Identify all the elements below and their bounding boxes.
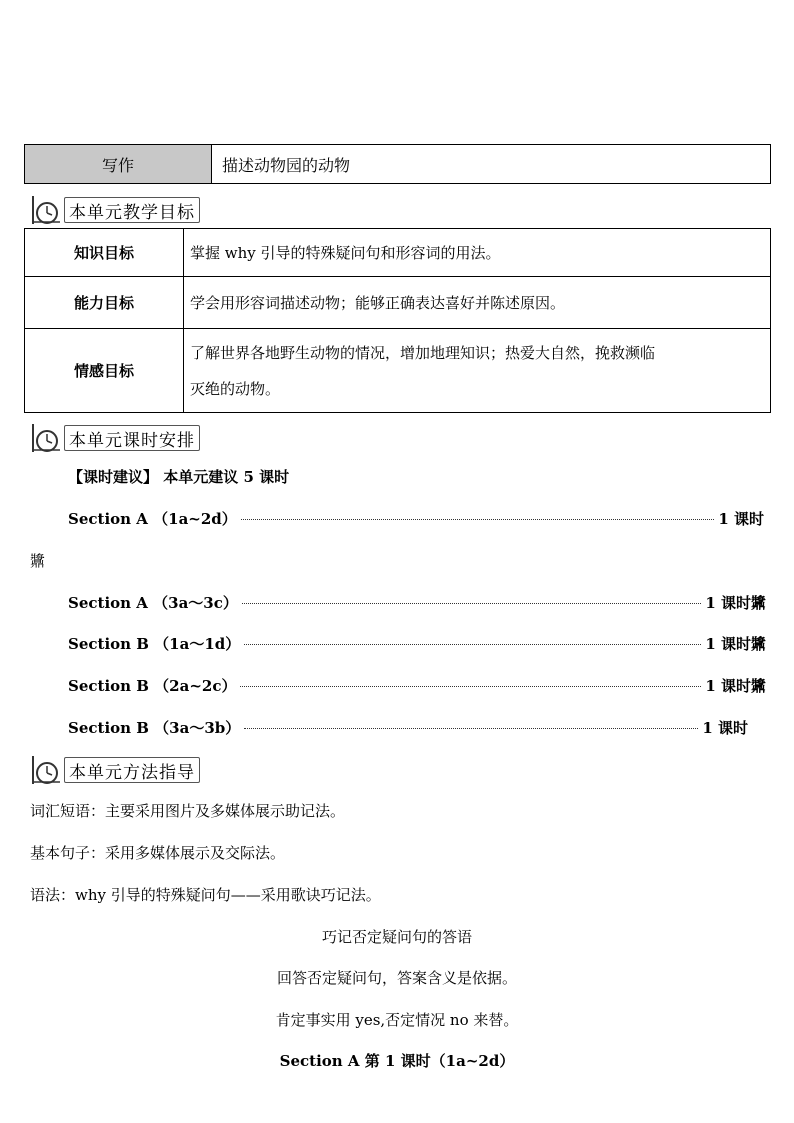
topic-label: 写作 [25, 145, 212, 183]
goal-key: 知识目标 [25, 229, 184, 277]
rhyme-title: 巧记否定疑问句的答语 [321, 928, 472, 946]
goal-value [184, 329, 771, 413]
schedule-item-hours: 1 课时 [705, 635, 751, 653]
leader-dots [244, 728, 698, 729]
schedule-item-hours: 1 课时 [718, 510, 764, 528]
goal-key: 情感目标 [25, 329, 184, 413]
goal-value-line: 灭绝的动物。 [190, 379, 281, 398]
schedule-item-hours: 1 课时 [705, 594, 751, 612]
list-item [68, 592, 766, 613]
table-row [25, 229, 771, 277]
schedule-advice: 【课时建议】 本单元建议 5 课时 [68, 468, 290, 486]
leader-dots [240, 686, 701, 687]
goals-section-title: 本单元教学目标 [64, 197, 200, 223]
schedule-item-name: Section B （3a～3b） [68, 719, 241, 737]
schedule-item-hours: 1 课时 [705, 677, 751, 695]
clock-icon [30, 195, 62, 225]
clock-icon [30, 755, 62, 785]
method-line: 词汇短语：主要采用图片及多媒体展示助记法。 [30, 802, 346, 820]
list-item [68, 633, 766, 654]
stray-char: 䵼 [750, 677, 766, 695]
goal-value: 掌握 why 引导的特殊疑问句和形容词的用法。 [184, 229, 771, 277]
schedule-item-name: Section B （1a～1d） [68, 635, 241, 653]
leader-dots [242, 603, 701, 604]
goals-table [24, 228, 771, 413]
stray-char: 䵼 [750, 635, 766, 653]
leader-dots [241, 519, 715, 520]
list-item [68, 508, 764, 529]
method-line: 基本句子：采用多媒体展示及交际法。 [30, 844, 286, 862]
schedule-item-hours: 1 课时 [702, 719, 748, 737]
leader-dots [244, 644, 701, 645]
rhyme-line: 回答否定疑问句，答案含义是依据。 [276, 969, 517, 987]
goal-key: 能力目标 [25, 277, 184, 329]
topic-row [24, 144, 771, 184]
lesson-heading: Section A 第 1 课时（1a~2d） [279, 1052, 515, 1070]
schedule-item-name: Section A （3a～3c） [68, 594, 238, 612]
table-row [25, 329, 771, 413]
schedule-section-header [30, 424, 200, 452]
goals-section-header [30, 196, 200, 224]
goal-value-line: 了解世界各地野生动物的情况，增加地理知识；热爱大自然，挽救濒临 [190, 343, 656, 362]
stray-char: 䵼 [750, 594, 766, 612]
clock-icon [30, 423, 62, 453]
method-line: 语法：why 引导的特殊疑问句——采用歌诀巧记法。 [30, 886, 381, 904]
method-section-header [30, 756, 200, 784]
rhyme-line: 肯定事实用 yes,否定情况 no 来替。 [275, 1011, 519, 1029]
schedule-item-name: Section B （2a~2c） [68, 677, 237, 695]
schedule-section-title: 本单元课时安排 [64, 425, 200, 451]
stray-char: 䵼 [30, 552, 46, 570]
table-row [25, 277, 771, 329]
goal-value: 学会用形容词描述动物；能够正确表达喜好并陈述原因。 [184, 277, 771, 329]
schedule-item-name: Section A （1a~2d） [68, 510, 237, 528]
method-section-title: 本单元方法指导 [64, 757, 200, 783]
list-item [68, 717, 748, 738]
list-item [68, 675, 766, 696]
topic-value: 描述动物园的动物 [222, 155, 351, 175]
